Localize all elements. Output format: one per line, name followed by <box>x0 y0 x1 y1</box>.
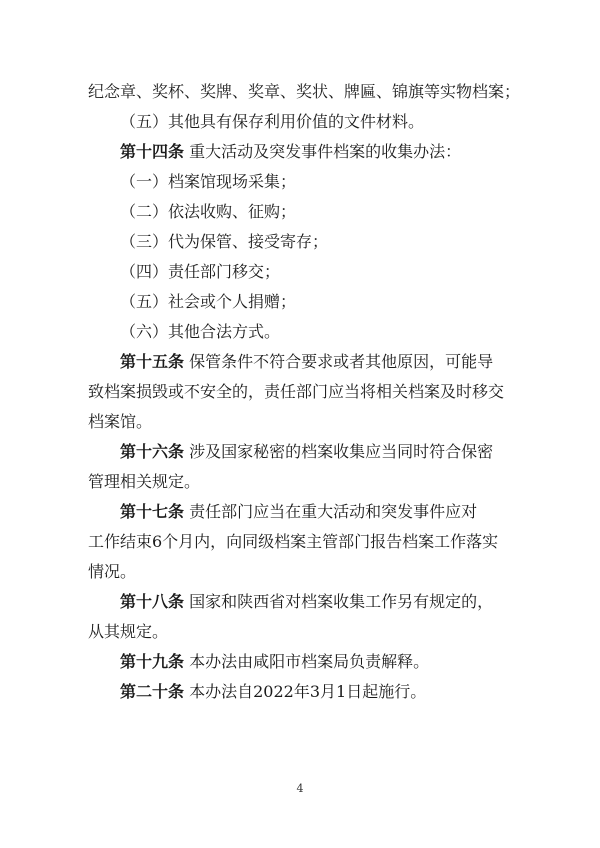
article-text: 保管条件不符合要求或者其他原因，可能导 <box>189 352 494 371</box>
text-line: 致档案损毁或不安全的，责任部门应当将相关档案及时移交 <box>88 382 505 401</box>
page-number: 4 <box>296 782 304 795</box>
text-line: 从其规定。 <box>88 622 169 641</box>
list-item: （六）其他合法方式。 <box>120 322 281 341</box>
list-item: （二）依法收购、征购； <box>120 202 297 221</box>
text-line: 情况。 <box>88 562 137 581</box>
list-item: （五）其他具有保存利用价值的文件材料。 <box>120 112 425 131</box>
list-item: （三）代为保管、接受寄存； <box>120 232 329 251</box>
list-item: （四）责任部门移交； <box>120 262 281 281</box>
article-heading: 第十八条 <box>120 592 185 611</box>
article-text: 本办法自2022年3月1日起施行。 <box>189 682 427 701</box>
text-line: 工作结束6个月内，向同级档案主管部门报告档案工作落实 <box>88 532 499 551</box>
article-17 <box>120 501 477 523</box>
list-item: （一）档案馆现场采集； <box>120 172 297 191</box>
article-text: 国家和陕西省对档案收集工作另有规定的， <box>189 592 494 611</box>
article-text: 责任部门应当在重大活动和突发事件应对 <box>189 502 478 521</box>
article-16 <box>120 441 493 463</box>
article-15 <box>120 351 493 373</box>
text-line: 管理相关规定。 <box>88 472 201 491</box>
article-18 <box>120 591 493 613</box>
article-heading: 第十四条 <box>120 142 185 161</box>
article-heading: 第二十条 <box>120 682 185 701</box>
article-14 <box>120 141 461 163</box>
article-text: 涉及国家秘密的档案收集应当同时符合保密 <box>189 442 494 461</box>
text-line: 档案馆。 <box>88 412 153 431</box>
article-heading: 第十五条 <box>120 352 185 371</box>
article-heading: 第十九条 <box>120 652 185 671</box>
text-line: 纪念章、奖杯、奖牌、奖章、奖状、牌匾、锦旗等实物档案； <box>88 82 521 101</box>
article-20 <box>120 681 426 703</box>
list-item: （五）社会或个人捐赠； <box>120 292 297 311</box>
article-text: 重大活动及突发事件档案的收集办法： <box>189 142 462 161</box>
article-text: 本办法由咸阳市档案局负责解释。 <box>189 652 430 671</box>
article-heading: 第十七条 <box>120 502 185 521</box>
article-heading: 第十六条 <box>120 442 185 461</box>
article-19 <box>120 651 429 673</box>
